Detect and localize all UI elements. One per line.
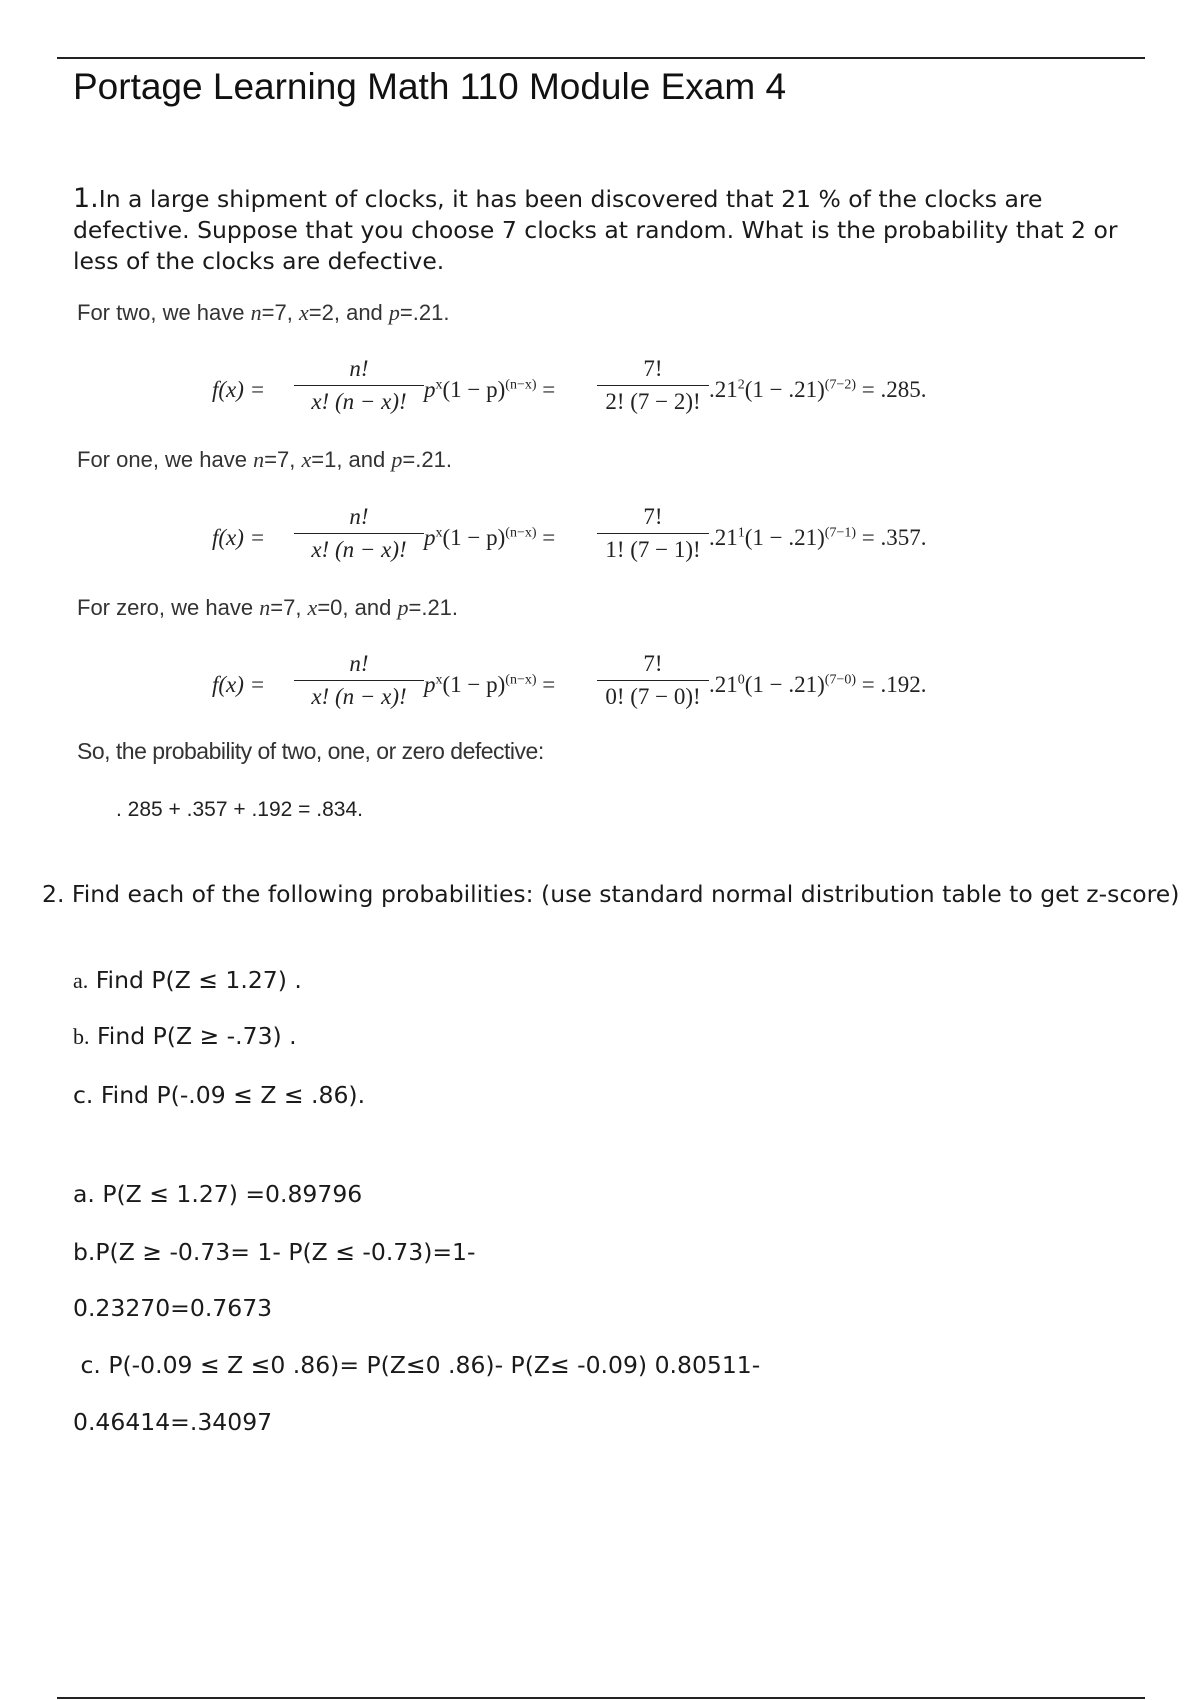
answer-a: a. P(Z ≤ 1.27) =0.89796 <box>73 1180 363 1208</box>
part-b: b. Find P(Z ≥ -.73) . <box>73 1022 297 1050</box>
answer-c-line2: 0.46414=.34097 <box>73 1408 273 1436</box>
answer-c-line1: c. P(-0.09 ≤ Z ≤0 .86)= P(Z≤0 .86)- P(Z≤ -0.09) 0.80511- <box>73 1351 761 1379</box>
formula-lhs: f(x) = <box>212 377 266 402</box>
formula-fraction: $\frac{n!}{x! (n - x)!}$ <box>294 355 424 416</box>
question-1-body: In a large shipment of clocks, it has been discovered that 21 % of the clocks are defective. Suppose that you choose 7 clocks at random. What is the probability that 2 or less of the clocks are defective. <box>73 185 1118 275</box>
answer-b-line1: b.P(Z ≥ -0.73= 1- P(Z ≤ -0.73)=1- <box>73 1238 476 1266</box>
answer-b-line2: 0.23270=0.7673 <box>73 1294 273 1322</box>
value-fraction: $\frac{7!}{2! (7 - 2)!}$ <box>597 355 709 416</box>
case-zero-intro: For zero, we have n=7, x=0, and p=.21. <box>77 595 459 620</box>
question-1-number: 1. <box>73 183 99 214</box>
question-2-number: 2. <box>42 880 65 908</box>
top-rule <box>57 57 1145 59</box>
bottom-rule <box>57 1697 1145 1699</box>
part-c: c. Find P(-.09 ≤ Z ≤ .86). <box>73 1081 366 1109</box>
case-one-intro: For one, we have n=7, x=1, and p=.21. <box>77 447 452 472</box>
case-two-intro: For two, we have n=7, x=2, and p=.21. <box>77 300 450 325</box>
case-result: = .357. <box>861 525 927 550</box>
question-2-text <box>42 880 1183 909</box>
summary-label: So, the probability of two, one, or zero defective: <box>77 738 544 764</box>
value-tail: $.21^2(1 - .21)^{(7-2)} = .285$. <box>709 377 927 402</box>
case-result: = .285. <box>861 377 927 402</box>
question-1-text <box>73 183 1163 277</box>
part-a: a. Find P(Z ≤ 1.27) . <box>73 966 302 994</box>
case-result: = .192. <box>861 672 927 697</box>
summary-equation: . 285 + .357 + .192 = .834. <box>116 798 363 821</box>
question-2-body: Find each of the following probabilities: (use standard normal distribution table to get z-score) <box>71 880 1180 908</box>
page-title: Portage Learning Math 110 Module Exam 4 <box>73 66 787 107</box>
formula-body: $p^x(1 - p)^{(n-x)}$ = <box>424 377 556 402</box>
